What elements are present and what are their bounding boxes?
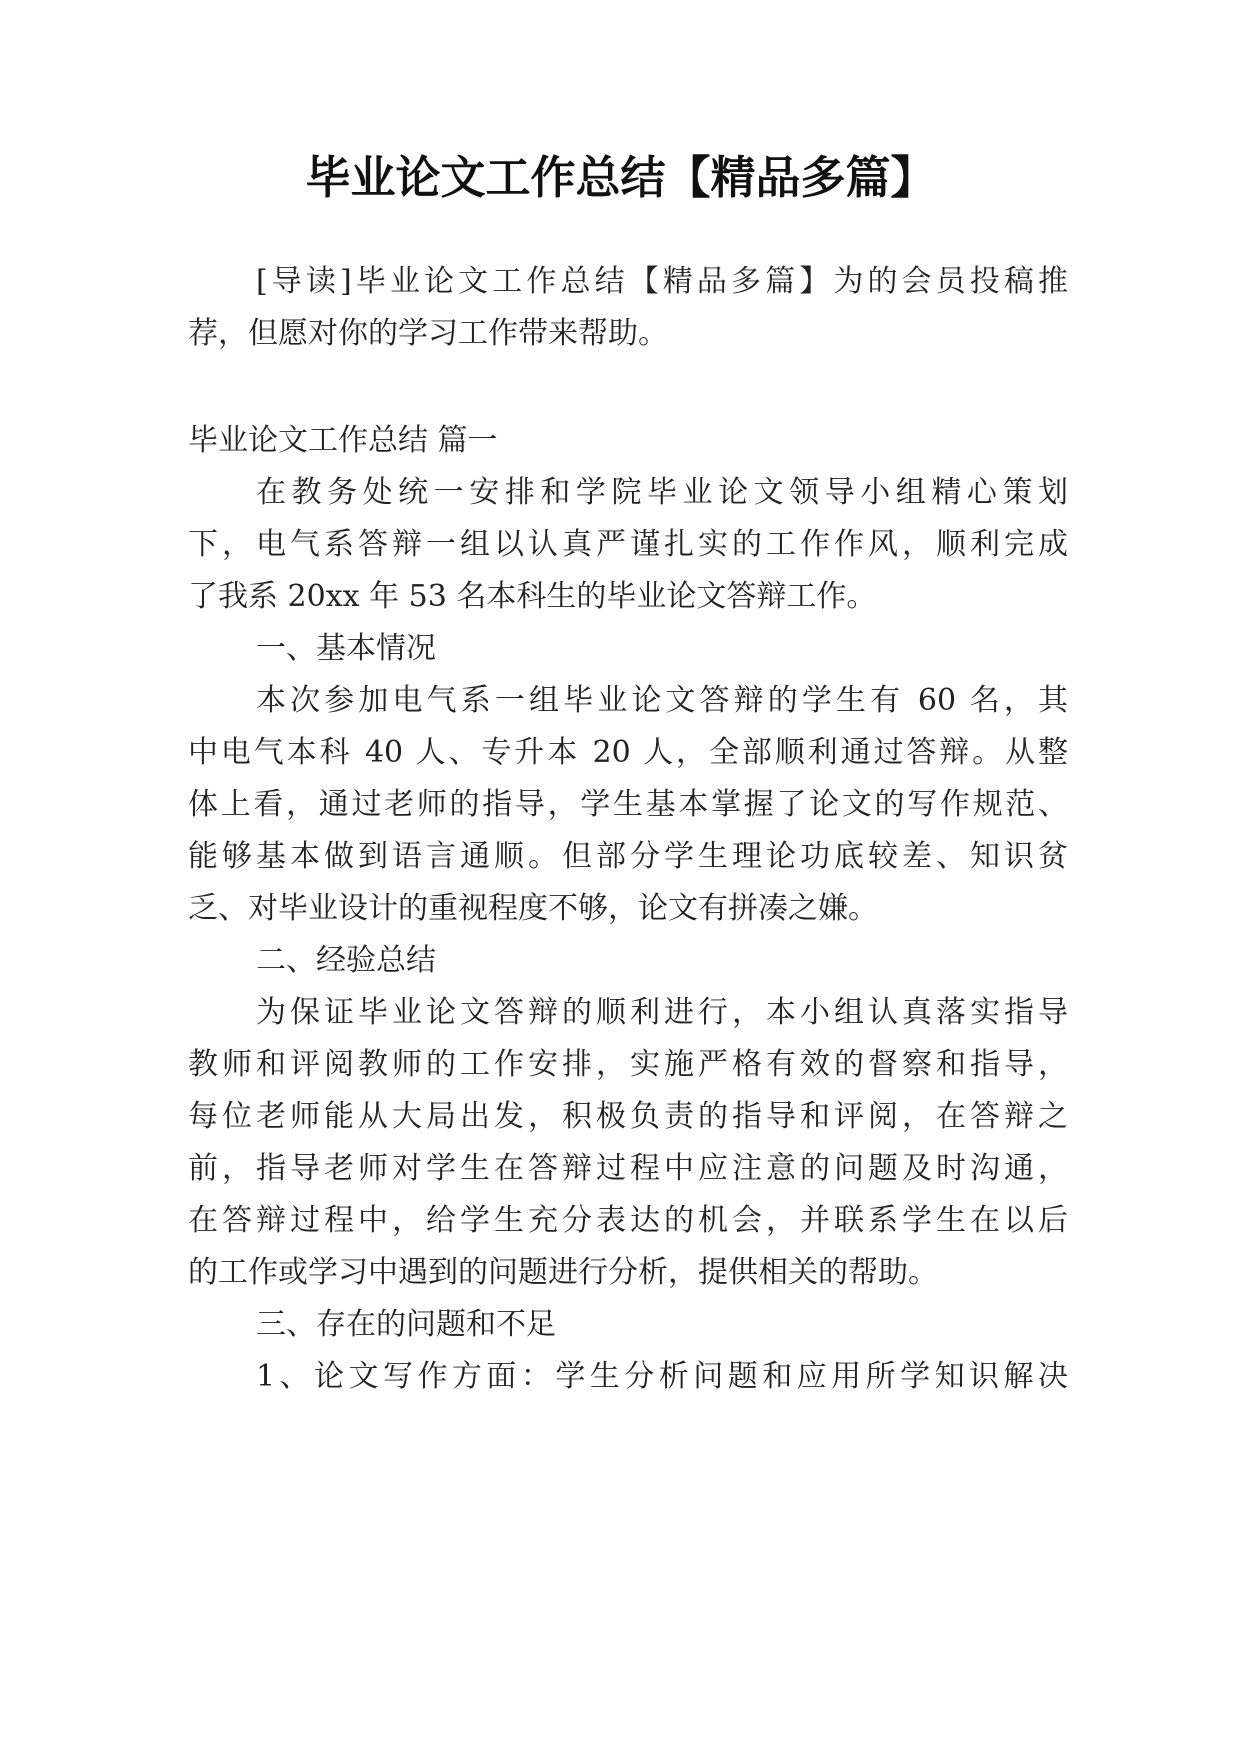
para2-line-3: 体上看，通过老师的指导，学生基本掌握了论文的写作规范、 xyxy=(188,787,1068,822)
para3-line-1: 为保证毕业论文答辩的顺利进行，本小组认真落实指导 xyxy=(256,995,1068,1030)
para2-line-2: 中电气本科 40 人、专升本 20 人，全部顺利通过答辩。从整 xyxy=(188,735,1068,770)
para3-line-2: 教师和评阅教师的工作安排，实施严格有效的督察和指导， xyxy=(188,1047,1068,1082)
para3-line-4: 前，指导老师对学生在答辩过程中应注意的问题及时沟通， xyxy=(188,1151,1068,1186)
heading-basic-situation: 一、基本情况 xyxy=(256,631,436,666)
heading-experience-summary: 二、经验总结 xyxy=(256,943,436,978)
para3-line-6: 的工作或学习中遇到的问题进行分析，提供相关的帮助。 xyxy=(188,1255,938,1290)
para2-line-4: 能够基本做到语言通顺。但部分学生理论功底较差、知识贫 xyxy=(188,839,1068,874)
para1-line-2: 下，电气系答辩一组以认真严谨扎实的工作作风，顺利完成 xyxy=(188,527,1068,562)
section-heading: 毕业论文工作总结 篇一 xyxy=(188,423,498,458)
document-title: 毕业论文工作总结【精品多篇】 xyxy=(305,151,936,204)
intro-line-1: [导读]毕业论文工作总结【精品多篇】为的会员投稿推 xyxy=(256,264,1068,299)
para3-line-3: 每位老师能从大局出发，积极负责的指导和评阅，在答辩之 xyxy=(188,1099,1068,1134)
para2-line-1: 本次参加电气系一组毕业论文答辩的学生有 60 名，其 xyxy=(256,683,1068,718)
para4-line-1: 1、论文写作方面：学生分析问题和应用所学知识解决 xyxy=(256,1359,1068,1394)
para2-line-5: 乏、对毕业设计的重视程度不够，论文有拼凑之嫌。 xyxy=(188,891,878,926)
para1-line-3: 了我系 20xx 年 53 名本科生的毕业论文答辩工作。 xyxy=(188,579,877,614)
para1-line-1: 在教务处统一安排和学院毕业论文领导小组精心策划 xyxy=(256,475,1068,510)
para3-line-5: 在答辩过程中，给学生充分表达的机会，并联系学生在以后 xyxy=(188,1203,1068,1238)
intro-line-2: 荐，但愿对你的学习工作带来帮助。 xyxy=(188,316,668,351)
heading-problems: 三、存在的问题和不足 xyxy=(256,1307,556,1342)
